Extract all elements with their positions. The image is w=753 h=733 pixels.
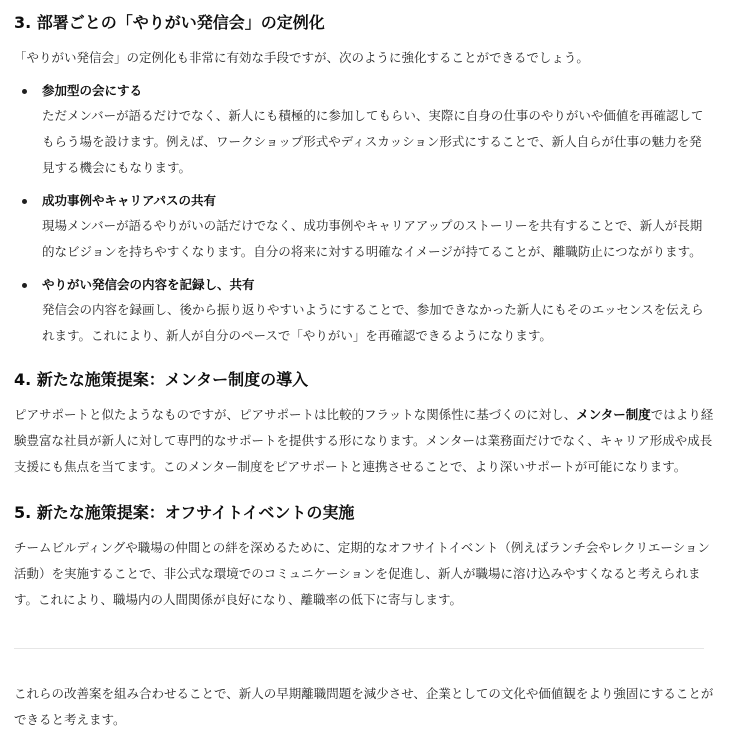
section-4-body-end: ではより経験豊富な社員が新人に対して専門的なサポートを提供する形になります。メンターは業務面だけでなく、キャリア形成や成長支援にも焦点を当てます。このメンター制度をピアサポートと連携させることで、より深いサポートが可能になります。 (14, 407, 714, 474)
list-item (14, 189, 714, 267)
section-4-body-start: ピアサポートと似たようなものですが、ピアサポートは比較的フラットな関係性に基づくのに対し、 (14, 407, 577, 422)
bullet-dot-icon (22, 283, 27, 288)
list-item-title: 参加型の会にする (42, 83, 143, 98)
list-item-title: やりがい発信会の内容を記録し、共有 (42, 277, 255, 292)
section-5-heading: 5. 新たな施策提案：オフサイトイベントの実施 (14, 503, 355, 522)
section-5-body: チームビルディングや職場の仲間との絆を深めるために、定期的なオフサイトイベント（例えばランチ会やレクリエーション活動）を実施することで、非公式な環境でのコミュニケーションを促進し、新人が職場に溶け込みやすくなると考えられます。これにより、職場内の人間関係が良好になり、離職率の低下に寄与します。 (14, 540, 710, 607)
list-item (14, 273, 714, 351)
list-item (14, 79, 714, 183)
section-4-body-bold: メンター制度 (576, 407, 651, 422)
bullet-dot-icon (22, 199, 27, 204)
list-item-body: 現場メンバーが語るやりがいの話だけでなく、成功事例やキャリアアップのストーリーを共有することで、新人が長期的なビジョンを持ちやすくなります。自分の将来に対する明確なイメージが持てることが、離職防止につながります。 (42, 218, 703, 259)
bullet-dot-icon (22, 89, 27, 94)
section-4-heading: 4. 新たな施策提案：メンター制度の導入 (14, 370, 309, 389)
list-item-title: 成功事例やキャリアパスの共有 (42, 193, 217, 208)
section-3-heading: 3. 部署ごとの「やりがい発信会」の定例化 (14, 13, 325, 32)
section-4-body (14, 402, 719, 480)
section-3-bullet-list (14, 79, 714, 357)
conclusion-paragraph: これらの改善案を組み合わせることで、新人の早期離職問題を減少させ、企業としての文化や価値観をより強固にすることができると考えます。 (14, 686, 714, 727)
list-item-body: ただメンバーが語るだけでなく、新人にも積極的に参加してもらい、実際に自身の仕事のやりがいや価値を再確認してもらう場を設けます。例えば、ワークショップ形式やディスカッション形式にすることで、新人自らが仕事の魅力を発見する機会にもなります。 (42, 108, 704, 175)
horizontal-divider (14, 648, 704, 649)
section-3-intro: 「やりがい発信会」の定例化も非常に有効な手段ですが、次のように強化することができるでしょう。 (14, 50, 589, 65)
list-item-body: 発信会の内容を録画し、後から振り返りやすいようにすることで、参加できなかった新人にもそのエッセンスを伝えられます。これにより、新人が自分のペースで「やりがい」を再確認できるようになります。 (42, 302, 704, 343)
